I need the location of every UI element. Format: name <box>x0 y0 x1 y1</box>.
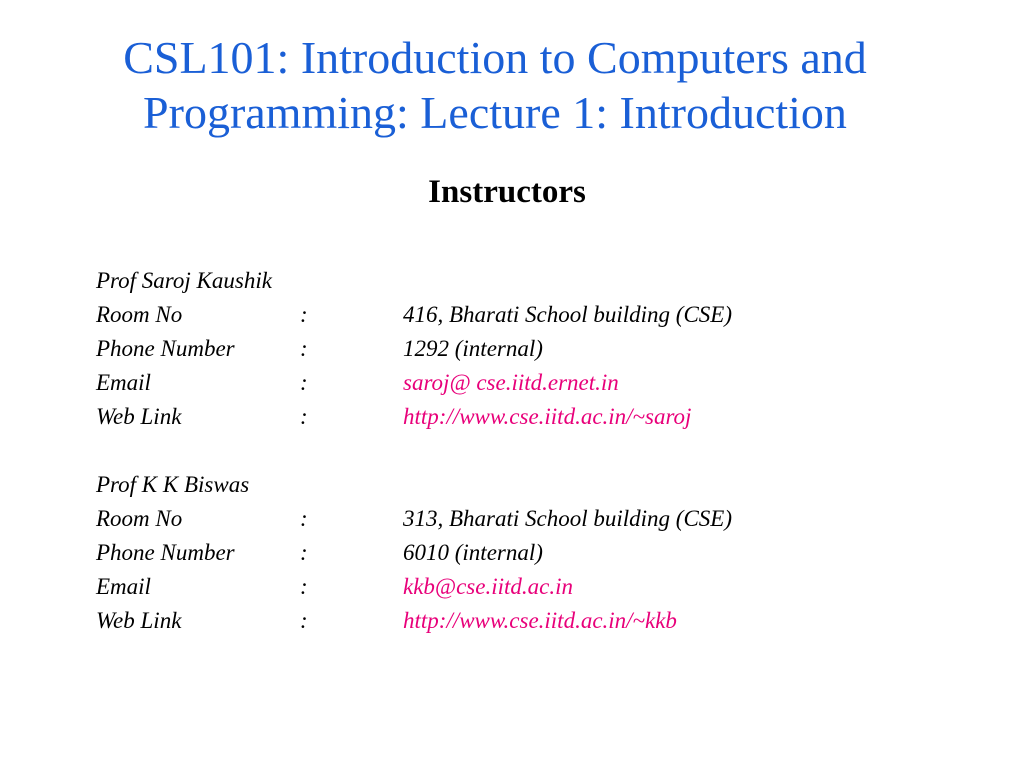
separator: : <box>300 574 308 599</box>
web-link-label: Web Link <box>96 608 182 633</box>
room-value: 313, Bharati School building (CSE) <box>403 506 733 531</box>
separator: : <box>300 506 308 531</box>
web-link-row <box>96 400 732 434</box>
phone-row <box>96 536 732 570</box>
slide-title-line-1: CSL101: Introduction to Computers and <box>123 32 867 83</box>
email-label: Email <box>96 574 151 599</box>
email-row <box>96 570 732 604</box>
separator: : <box>300 370 308 395</box>
room-label: Room No <box>96 302 183 327</box>
web-link[interactable]: http://www.cse.iitd.ac.in/~saroj <box>403 404 692 429</box>
phone-value: 6010 (internal) <box>403 540 543 565</box>
separator: : <box>300 302 308 327</box>
phone-row <box>96 332 732 366</box>
slide-title <box>0 30 990 140</box>
instructor-block-saroj-kaushik <box>96 264 732 434</box>
separator: : <box>300 540 308 565</box>
phone-label: Phone Number <box>96 336 235 361</box>
room-row <box>96 502 732 536</box>
separator: : <box>300 608 308 633</box>
section-heading-instructors: Instructors <box>428 174 586 210</box>
instructor-name: Prof K K Biswas <box>96 472 250 497</box>
separator: : <box>300 336 308 361</box>
instructor-name: Prof Saroj Kaushik <box>96 268 272 293</box>
slide-title-line-2: Programming: Lecture 1: Introduction <box>143 87 847 138</box>
email-link[interactable]: kkb@cse.iitd.ac.in <box>403 574 573 599</box>
web-link-row <box>96 604 732 638</box>
email-link[interactable]: saroj@ cse.iitd.ernet.in <box>403 370 619 395</box>
separator: : <box>300 404 308 429</box>
email-label: Email <box>96 370 151 395</box>
phone-label: Phone Number <box>96 540 235 565</box>
room-row <box>96 298 732 332</box>
room-value: 416, Bharati School building (CSE) <box>403 302 733 327</box>
room-label: Room No <box>96 506 183 531</box>
web-link[interactable]: http://www.cse.iitd.ac.in/~kkb <box>403 608 677 633</box>
email-row <box>96 366 732 400</box>
web-link-label: Web Link <box>96 404 182 429</box>
phone-value: 1292 (internal) <box>403 336 543 361</box>
instructor-block-kk-biswas <box>96 468 732 638</box>
